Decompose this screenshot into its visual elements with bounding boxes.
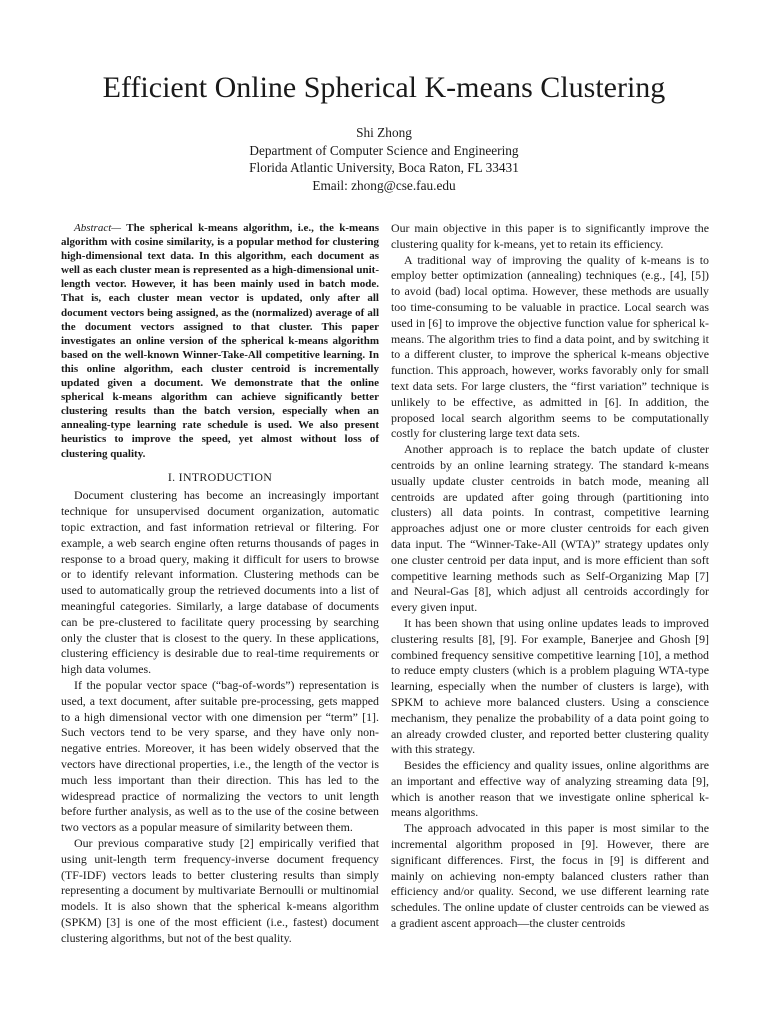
paragraph: Our main objective in this paper is to significantly improve the clustering quality for k-means, yet to retain its efficiency.: [391, 221, 709, 251]
abstract: [61, 221, 379, 461]
paragraph: Besides the efficiency and quality issues, online algorithms are an important and effective way of analyzing streaming data [9], which is another reason that we investigate online spherical k-means algorithms.: [391, 758, 709, 820]
paragraph: Our previous comparative study [2] empirically verified that using unit-length term frequency-inverse document frequency (TF-IDF) vectors leads to better clustering results than simply representing a document by multivariate Bernoulli or multinomial models. It is also shown that the spherical k-means algorithm (SPKM) [3] is one of the most efficient (i.e., fastest) document clustering algorithms, but not of the best quality.: [61, 835, 379, 945]
paragraph: Another approach is to replace the batch update of cluster centroids by an online learning strategy. The standard k-means usually update cluster centroids in batch mode, meaning all centroids are updated after going through (partitioning into clusters) all data points. In contrast, competitive learning approaches adjust one or more cluster centroids for each given data input. The “Winner-Take-All (WTA)” strategy updates only one cluster centroid per data input, and is more efficient than soft competitive learning methods such as Self-Organizing Map [7] and Neural-Gas [8], which adjust all centroids accordingly for every given input.: [391, 442, 709, 615]
author-email: Email: zhong@cse.fau.edu: [312, 177, 456, 193]
section-heading-introduction: I. INTRODUCTION: [167, 469, 273, 484]
right-column: [391, 221, 709, 932]
author-university: Florida Atlantic University, Boca Raton, FL 33431: [249, 160, 519, 175]
paragraph: It has been shown that using online updates leads to improved clustering results [8], [9]. For example, Banerjee and Ghosh [9] combined frequency sensitive competitive learning [10], a method to reduce empty clusters (which is a problem plaguing WTA-type learning, especially when the number of clusters is large), with SPKM to achieve more balanced clusters. Using a conscience mechanism, they penalize the probability of a data point going to an already crowded cluster, and reported better clustering quality with this strategy.: [391, 615, 709, 757]
author-block: [0, 124, 768, 194]
paragraph: The approach advocated in this paper is most similar to the incremental algorithm proposed in [9]. However, there are significant differences. First, the focus in [9] is different and mainly on achieving non-empty balanced clusters rather than efficiency and/or quality. Second, we use different learning rate schedules. The online update of cluster centroids can be viewed as a gradient ascent approach—the cluster centroids: [391, 821, 709, 931]
author-name: Shi Zhong: [356, 125, 412, 140]
abstract-text: The spherical k-means algorithm, i.e., the k-means algorithm with cosine similarity, is a popular method for clustering high-dimensional text data. In this algorithm, each document as well as each cluster mean is represented as a high-dimensional unit-length vector. However, it has been mainly used in batch mode. That is, each cluster mean vector is updated, only after all document vectors being assigned, as the (normalized) average of all the document vectors assigned to that cluster. This paper investigates an online version of the spherical k-means algorithm based on the well-known Winner-Take-All competitive learning. In this online algorithm, each cluster centroid is incrementally updated given a document. We demonstrate that the online spherical k-means algorithm can achieve significantly better clustering results than the batch version, especially when an annealing-type learning rate schedule is used. We also present heuristics to improve the speed, yet almost without loss of clustering quality.: [61, 222, 379, 460]
paragraph: A traditional way of improving the quality of k-means is to employ better optimization (annealing) techniques (e.g., [4], [5]) to avoid (bad) local optima. However, these methods are usually too time-consuming to be valuable in practice. Local search was used in [6] to improve the objective function value for spherical k-means. The algorithm tries to find a data point, and by switching it to a different cluster, to improve the spherical k-means objective function. This approach, however, works favorably only for small text data sets. For large clusters, the “first variation” technique is unlikely to be effective, as admitted in [6]. In addition, the proposed local search algorithm seems to be computationally costly for clustering large text data sets.: [391, 252, 709, 441]
paragraph: If the popular vector space (“bag-of-words”) representation is used, a text document, after suitable pre-processing, gets mapped to a high dimensional vector with one dimension per “term” [1]. Such vectors tend to be very sparse, and they have only non-negative entries. Moreover, it has been widely observed that the vectors have directional properties, i.e., the length of the vector is much less important than their direction. This has led to the widespread practice of normalizing the vectors to unit length before further analysis, as well as to the use of the cosine between two vectors as a popular measure of similarity between them.: [61, 677, 379, 835]
paper-title: Efficient Online Spherical K-means Clustering: [102, 71, 666, 104]
left-column: [61, 221, 379, 947]
paragraph: Document clustering has become an increasingly important technique for unsupervised document organization, automatic topic extraction, and fast information retrieval or filtering. For example, a web search engine often returns thousands of pages in response to a broad query, making it difficult for users to browse or to identify relevant information. Clustering methods can be used to automatically group the retrieved documents into a list of meaningful categories. Similarly, a large database of documents can be pre-clustered to facilitate query processing by searching only the cluster that is closest to the query. In these applications, clustering efficiency is desirable due to real-time requirements or high data volumes.: [61, 488, 379, 677]
author-department: Department of Computer Science and Engineering: [249, 142, 519, 158]
abstract-label: Abstract—: [74, 222, 122, 234]
